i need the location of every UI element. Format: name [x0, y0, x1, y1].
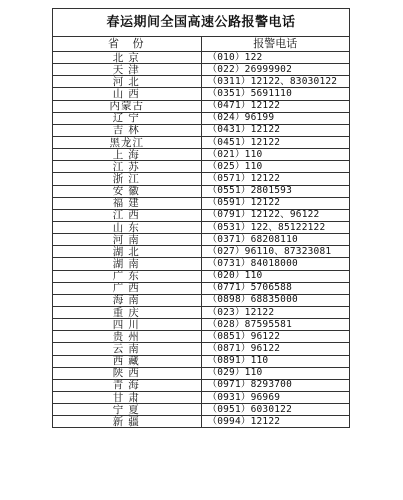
phone-cell: （0994）12122	[201, 416, 350, 428]
province-cell: 湖北	[53, 246, 202, 258]
province-cell: 广东	[53, 270, 202, 282]
phone-cell: （020）110	[201, 270, 350, 282]
table-row	[53, 185, 350, 197]
header-phone: 报警电话	[201, 37, 350, 52]
table-row	[53, 161, 350, 173]
province-cell: 安徽	[53, 185, 202, 197]
province-cell: 内蒙古	[53, 100, 202, 112]
phone-cell: （0891）110	[201, 355, 350, 367]
table-row	[53, 173, 350, 185]
province-cell: 新疆	[53, 416, 202, 428]
table-row	[53, 149, 350, 161]
province-cell: 河南	[53, 234, 202, 246]
province-cell: 山西	[53, 88, 202, 100]
province-cell: 青海	[53, 379, 202, 391]
phone-cell: （028）87595581	[201, 319, 350, 331]
phone-cell: （0791）12122、96122	[201, 209, 350, 221]
header-province: 省 份	[53, 37, 202, 52]
table-row	[53, 306, 350, 318]
table-row	[53, 88, 350, 100]
table-row	[53, 246, 350, 258]
phone-cell: （0531）122、85122122	[201, 221, 350, 233]
province-cell: 江苏	[53, 161, 202, 173]
table-row	[53, 416, 350, 428]
province-cell: 天津	[53, 64, 202, 76]
province-cell: 湖南	[53, 258, 202, 270]
province-cell: 四川	[53, 319, 202, 331]
province-cell: 重庆	[53, 306, 202, 318]
table-row	[53, 294, 350, 306]
phone-cell: （024）96199	[201, 112, 350, 124]
table-row	[53, 355, 350, 367]
phone-cell: （027）96110、87323081	[201, 246, 350, 258]
table-row	[53, 331, 350, 343]
table-row	[53, 100, 350, 112]
phone-cell: （022）26999902	[201, 64, 350, 76]
hotline-table-container	[52, 8, 350, 493]
table-row	[53, 234, 350, 246]
table-row	[53, 197, 350, 209]
table-row	[53, 319, 350, 331]
phone-cell: （0591）12122	[201, 197, 350, 209]
phone-cell: （0731）84018000	[201, 258, 350, 270]
phone-cell: （023）12122	[201, 306, 350, 318]
province-cell: 吉林	[53, 124, 202, 136]
province-cell: 辽宁	[53, 112, 202, 124]
table-row	[53, 136, 350, 148]
phone-cell: （0951）6030122	[201, 404, 350, 416]
table-row	[53, 258, 350, 270]
table-row	[53, 282, 350, 294]
province-cell: 宁夏	[53, 404, 202, 416]
province-cell: 北京	[53, 52, 202, 64]
province-cell: 海南	[53, 294, 202, 306]
province-cell: 贵州	[53, 331, 202, 343]
table-row	[53, 270, 350, 282]
phone-cell: （0431）12122	[201, 124, 350, 136]
phone-cell: （0371）68208110	[201, 234, 350, 246]
province-cell: 山东	[53, 221, 202, 233]
hotline-table	[52, 8, 350, 428]
phone-cell: （0971）8293700	[201, 379, 350, 391]
province-cell: 甘肃	[53, 391, 202, 403]
phone-cell: （0311）12122、83030122	[201, 76, 350, 88]
province-cell: 浙江	[53, 173, 202, 185]
table-row	[53, 52, 350, 64]
phone-cell: （029）110	[201, 367, 350, 379]
phone-cell: （0771）5706588	[201, 282, 350, 294]
phone-cell: （0898）68835000	[201, 294, 350, 306]
province-cell: 河北	[53, 76, 202, 88]
phone-cell: （010）122	[201, 52, 350, 64]
phone-cell: （0351）5691110	[201, 88, 350, 100]
title-row	[53, 9, 350, 37]
phone-cell: （025）110	[201, 161, 350, 173]
province-cell: 黑龙江	[53, 136, 202, 148]
table-row	[53, 391, 350, 403]
phone-cell: （0571）12122	[201, 173, 350, 185]
province-cell: 广西	[53, 282, 202, 294]
province-cell: 陕西	[53, 367, 202, 379]
table-body	[53, 52, 350, 428]
table-row	[53, 209, 350, 221]
phone-cell: （0471）12122	[201, 100, 350, 112]
phone-cell: （0451）12122	[201, 136, 350, 148]
phone-cell: （0931）96969	[201, 391, 350, 403]
table-row	[53, 64, 350, 76]
table-row	[53, 367, 350, 379]
table-row	[53, 343, 350, 355]
province-cell: 云南	[53, 343, 202, 355]
province-cell: 福建	[53, 197, 202, 209]
header-row	[53, 37, 350, 52]
table-row	[53, 379, 350, 391]
table-title: 春运期间全国高速公路报警电话	[53, 9, 350, 37]
province-cell: 西藏	[53, 355, 202, 367]
table-row	[53, 404, 350, 416]
table-row	[53, 124, 350, 136]
phone-cell: （0551）2801593	[201, 185, 350, 197]
phone-cell: （0871）96122	[201, 343, 350, 355]
province-cell: 江西	[53, 209, 202, 221]
phone-cell: （0851）96122	[201, 331, 350, 343]
phone-cell: （021）110	[201, 149, 350, 161]
province-cell: 上海	[53, 149, 202, 161]
table-row	[53, 221, 350, 233]
table-row	[53, 112, 350, 124]
table-row	[53, 76, 350, 88]
